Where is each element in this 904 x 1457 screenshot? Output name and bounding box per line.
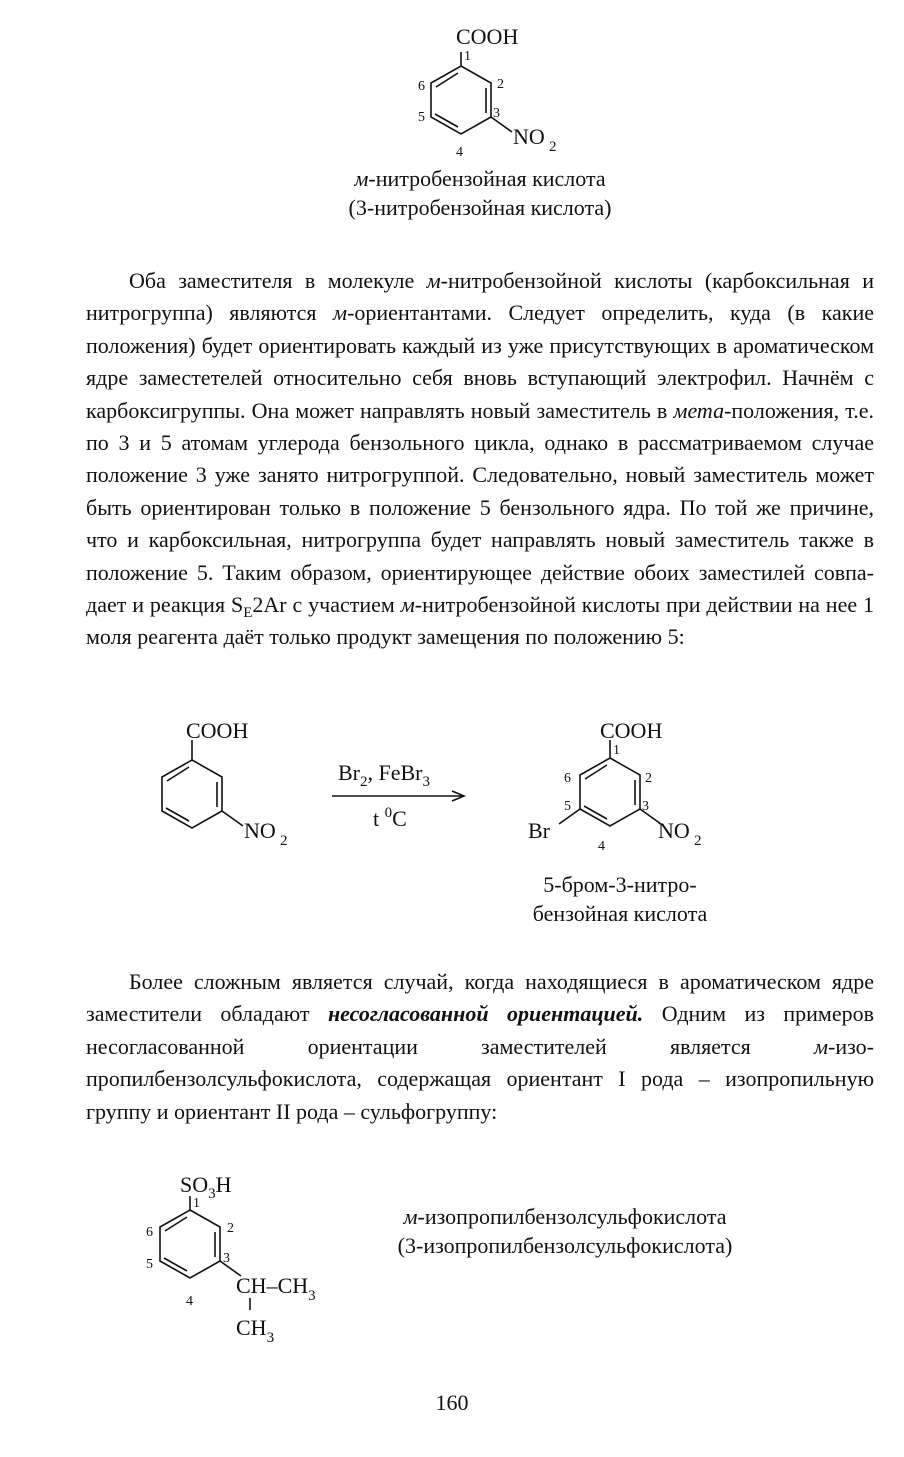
atom-number: 3 — [493, 106, 500, 121]
bromination-reaction-scheme — [140, 710, 760, 870]
product-br-label: Br — [528, 818, 550, 843]
atom-number: 1 — [613, 743, 620, 758]
text-run: м — [813, 1033, 828, 1059]
paragraph-2 — [86, 966, 874, 1128]
atom-number: 1 — [193, 1196, 200, 1211]
reactant-nitro-index: 2 — [280, 833, 288, 849]
text-run: -положения, т.е. по 3 и 5 атомам углерода бензольного цикла, однако в рассматриваемом случае положение 3 уже занято нитрогруппой. Следовательно, новый заместитель может быть ориентирован только в положение 5 бензольного ядра. По той же причине, что и карбоксильная, нитрогруппа будет направлять новый заместитель также в положение 5. Таким образом, ориентирующее действие обоих заместилей совпадает и реакция S — [86, 397, 874, 618]
sulfo-label: $SO_3H$ — [180, 1172, 232, 1202]
text-run: Одним из примеров несогласованной ориентации заместителей является — [86, 1001, 874, 1059]
reactant-nitro-label: NO — [244, 818, 276, 843]
struct1-caption — [280, 164, 680, 222]
cooh-label: COOH — [456, 24, 519, 49]
atom-number: 4 — [598, 839, 605, 854]
struct3-caption — [355, 1202, 775, 1260]
methyl-label: $CH_3$ — [236, 1315, 275, 1346]
nitro-label: NO — [513, 124, 545, 149]
atom-number: 2 — [497, 77, 504, 92]
caption-line: -нитробензойная кислота — [368, 166, 606, 191]
page-number: 160 — [435, 1390, 469, 1415]
atom-number: 2 — [227, 1221, 234, 1236]
caption-line: 5-бром-3-нитро- — [543, 872, 697, 897]
atom-number: 3 — [223, 1251, 230, 1266]
atom-number: 6 — [146, 1225, 153, 1240]
atom-number: 3 — [642, 799, 649, 814]
caption-prefix: м — [354, 166, 369, 191]
isopropylbenzenesulfonic-acid-structure — [130, 1160, 370, 1360]
emphasized-term: несогласованной ориентацией. — [327, 1001, 644, 1027]
text-run: E — [243, 605, 253, 622]
product-nitro-label: NO — [658, 818, 690, 843]
isopropyl-label: $CH-CH_3$ — [236, 1273, 316, 1304]
text-run: Более сложным является случай, когда находящиеся в ароматическом ядре заместители обладают — [86, 969, 874, 1027]
atom-number: 5 — [146, 1257, 153, 1272]
text-run: м — [400, 592, 415, 618]
condition-label: t $^0$C — [373, 805, 407, 831]
atom-number: 6 — [418, 79, 425, 94]
text-run: -нитробензойной кислоты при действии на нее 1 моля реагента даёт только продукт замещения по положению 5: — [86, 592, 875, 650]
nitro-index: 2 — [549, 139, 557, 155]
text-run: м — [426, 268, 441, 293]
product-cooh-label: COOH — [600, 718, 663, 743]
caption-line: (3-нитробензойная кислота) — [348, 195, 612, 220]
atom-number: 5 — [418, 110, 425, 125]
text-run: мета — [673, 397, 725, 423]
atom-number: 4 — [456, 145, 463, 160]
caption-line: (3-изопропилбензолсульфокислота) — [397, 1233, 733, 1258]
text-run: -ориентантами. Следует определить, куда (в какие положения) будет ориентировать каждый из уже присутствующих в ароматическом ядре заместетелей относительно себя вновь вступающий электрофил. Начнём с карбоксигруппы. Она может направлять новый заместитель в — [86, 300, 874, 423]
text-run: 2Ar с участием — [252, 592, 401, 618]
paragraph-1 — [86, 265, 874, 654]
text-run: Оба заместителя в молекуле — [129, 268, 427, 293]
reactant-cooh-label: COOH — [186, 718, 249, 743]
product-caption — [500, 870, 740, 928]
caption-prefix: м — [403, 1204, 418, 1229]
text-run: -нитробензойной кислоты (карбоксильная и нитрогруппа) являются — [86, 268, 874, 326]
reagent-label: $Br_2$, FeBr$_3$ — [338, 760, 430, 790]
product-nitro-index: 2 — [694, 833, 702, 849]
text-run: -изопропилбензолсульфокислота, содержащая ориентант I рода – изопропильную группу и ориентант II рода – сульфогруппу: — [86, 1033, 874, 1124]
text-run: м — [333, 300, 348, 326]
atom-number: 6 — [564, 771, 571, 786]
caption-line: бензойная кислота — [532, 901, 708, 926]
atom-number: 4 — [186, 1294, 193, 1309]
atom-number: 1 — [464, 49, 471, 64]
nitrobenzoic-acid-structure — [400, 10, 580, 170]
atom-number: 5 — [564, 799, 571, 814]
atom-number: 2 — [645, 771, 652, 786]
caption-line: -изопропилбензолсульфокислота — [417, 1204, 727, 1229]
